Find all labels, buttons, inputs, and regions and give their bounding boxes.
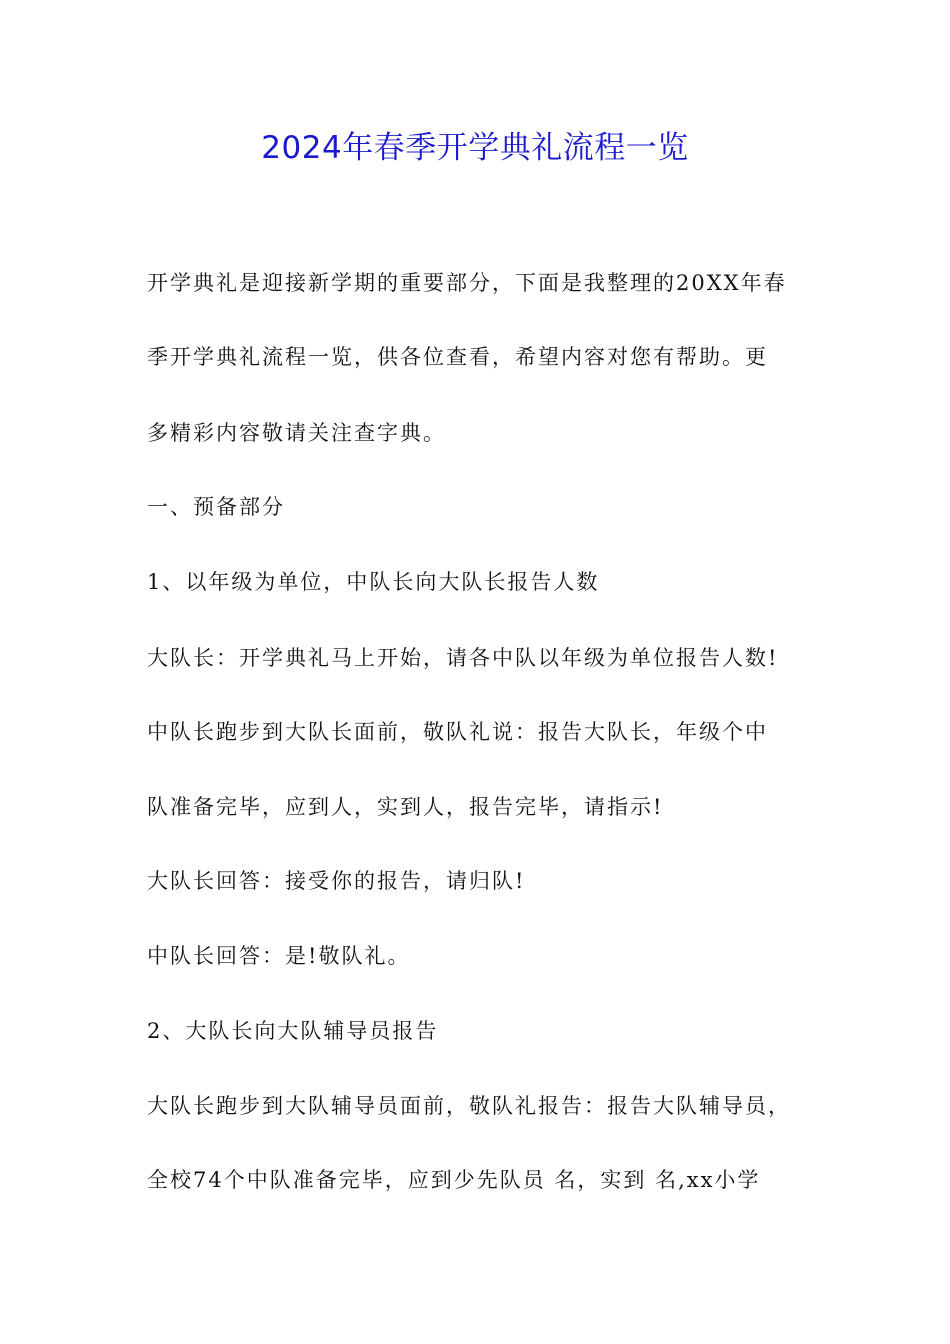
section-heading: 一、预备部分: [147, 495, 285, 519]
subsection-heading: 1、以年级为单位，中队长向大队长报告人数: [147, 570, 600, 594]
text-line: 大队长回答：接受你的报告，请归队!: [147, 869, 526, 893]
text-line: 大队长：开学典礼马上开始，请各中队以年级为单位报告人数!: [147, 646, 779, 670]
text-line: 大队长跑步到大队辅导员面前，敬队礼报告：报告大队辅导员，: [147, 1094, 791, 1118]
document-title: 2024年春季开学典礼流程一览: [261, 130, 689, 166]
text-line: 队准备完毕，应到人，实到人，报告完毕，请指示!: [147, 795, 664, 819]
text-line: 多精彩内容敬请关注查字典。: [147, 421, 446, 445]
text-line: 中队长回答：是!敬队礼。: [147, 944, 411, 968]
text-line: 中队长跑步到大队长面前，敬队礼说：报告大队长，年级个中: [147, 720, 768, 744]
subsection-heading: 2、大队长向大队辅导员报告: [147, 1019, 439, 1043]
text-line: 开学典礼是迎接新学期的重要部分，下面是我整理的20XX年春: [147, 271, 787, 295]
text-line: 全校74个中队准备完毕，应到少先队员 名，实到 名,xx小学: [147, 1168, 761, 1192]
text-line: 季开学典礼流程一览，供各位查看，希望内容对您有帮助。更: [147, 345, 768, 369]
